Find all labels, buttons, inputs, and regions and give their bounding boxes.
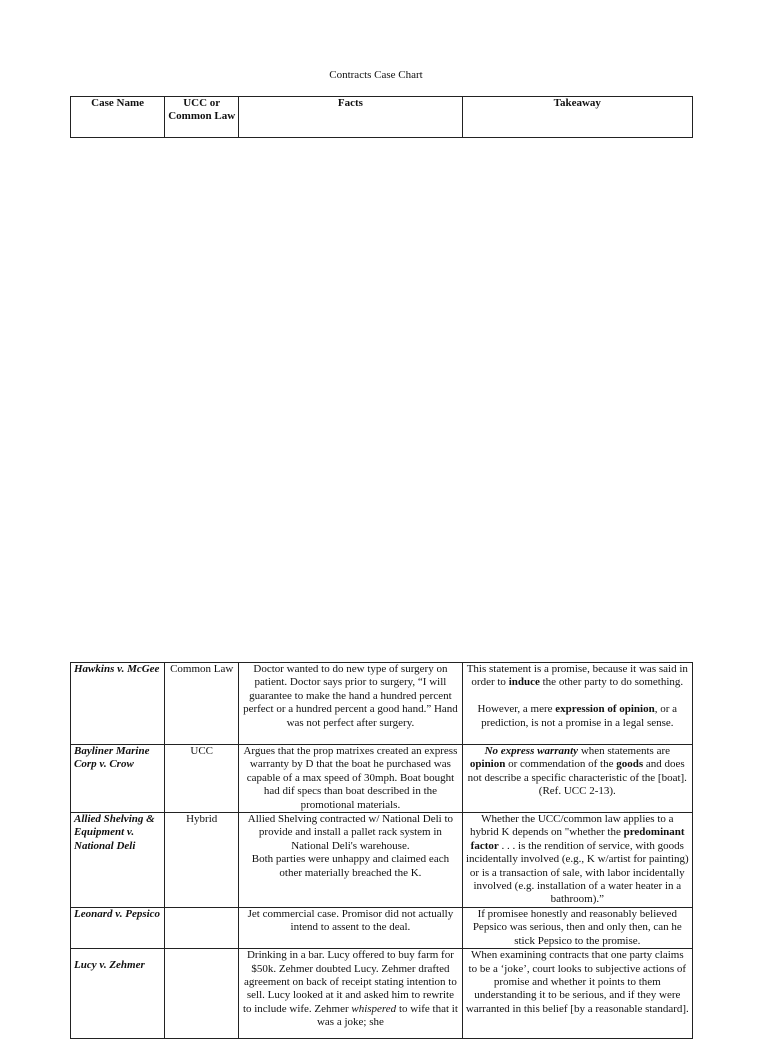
facts-emphasis: whispered [351, 1002, 397, 1015]
case-facts: Jet commercial case. Promisor did not actually intend to assent to the deal. [239, 908, 462, 949]
takeaway-text: when statements are [578, 745, 671, 757]
case-name: Lucy v. Zehmer [71, 949, 165, 1039]
takeaway-text: , or a prediction, is not a promise in a legal sense. [481, 703, 678, 729]
takeaway-emphasis: opinion [469, 758, 506, 771]
case-name: Bayliner Marine Corp v. Crow [71, 745, 165, 813]
case-facts: Doctor wanted to do new type of surgery on patient. Doctor says prior to surgery, “I will guarantee to make the hand a hundred percent perfect or a hundred percent a good hand.” Hand was not perfect after surgery. [239, 663, 462, 745]
takeaway-text: and does not describe a specific characteristic of the [boat]. (Ref. UCC 2-13). [467, 758, 687, 798]
takeaway-text: This statement is a promise, because it was said in order to [466, 663, 688, 689]
case-name: Allied Shelving & Equipment v. National Deli [71, 813, 165, 908]
facts-text: to wife that it was a joke; she [316, 1002, 458, 1029]
law-type: UCC [165, 745, 239, 813]
document-title: Contracts Case Chart [329, 69, 423, 81]
law-type: Hybrid [165, 813, 239, 908]
law-type [165, 908, 239, 949]
case-facts [239, 949, 462, 1039]
case-takeaway [462, 813, 692, 908]
takeaway-text: . . . is the rendition of service, with goods incidentally involved (e.g., K w/artist for painting) or is a transaction of sale, with labor incidentally involved (e.g. installation of a water heater in a bathroom).” [465, 839, 689, 906]
facts-text: Allied Shelving contracted w/ National Deli to provide and install a pallet rack system in National Deli's warehouse. [247, 813, 454, 852]
law-type [165, 949, 239, 1039]
takeaway-emphasis: induce [508, 676, 540, 689]
column-header-case-name: Case Name [71, 97, 165, 138]
case-takeaway [462, 745, 692, 813]
takeaway-text: However, a mere [477, 703, 556, 716]
case-takeaway: If promisee honestly and reasonably believed Pepsico was serious, then and only then, can he stick Pepsico to the promise. [462, 908, 692, 949]
takeaway-emphasis: expression of opinion [555, 703, 655, 716]
takeaway-emphasis: goods [616, 758, 644, 771]
case-name: Leonard v. Pepsico [71, 908, 165, 949]
table-row [71, 949, 693, 1039]
takeaway-text: Whether the UCC/common law applies to a hybrid K depends on "whether the [470, 813, 674, 839]
takeaway-text: or commendation of the [505, 758, 617, 771]
table-row [71, 813, 693, 908]
case-chart-table [70, 662, 693, 1039]
law-type: Common Law [165, 663, 239, 745]
case-takeaway: When examining contracts that one party claims to be a ‘joke’, court looks to subjective actions of promise and whether it points to them understanding it to be serious, and if they were warranted in this belief [by a reasonable standard]. [462, 949, 692, 1039]
takeaway-emphasis: predominant factor [470, 826, 685, 852]
column-header-law: UCC or Common Law [165, 97, 239, 138]
facts-text: Both parties were unhappy and claimed each other materially breached the K. [251, 853, 450, 879]
case-takeaway [462, 663, 692, 745]
case-chart-header-table [70, 96, 693, 138]
column-header-facts: Facts [239, 97, 462, 138]
takeaway-emphasis: No express warranty [484, 745, 579, 757]
case-facts [239, 813, 462, 908]
table-row [71, 908, 693, 949]
takeaway-text: the other party to do something. [539, 676, 684, 689]
header-row [71, 97, 693, 138]
column-header-takeaway: Takeaway [462, 97, 692, 138]
case-name: Hawkins v. McGee [71, 663, 165, 745]
facts-text: Drinking in a bar. Lucy offered to buy farm for $50k. Zehmer doubted Lucy. Zehmer drafted agreement on back of receipt stating intention to sell. Lucy looked at it and asked him to rewrite to include wife. Zehmer [242, 949, 457, 1015]
table-row [71, 663, 693, 745]
case-facts: Argues that the prop matrixes created an express warranty by D that the boat he purchased was capable of a max speed of 30mph. Boat bought had dif specs than boat described in the promotional materials. [239, 745, 462, 813]
table-row [71, 745, 693, 813]
